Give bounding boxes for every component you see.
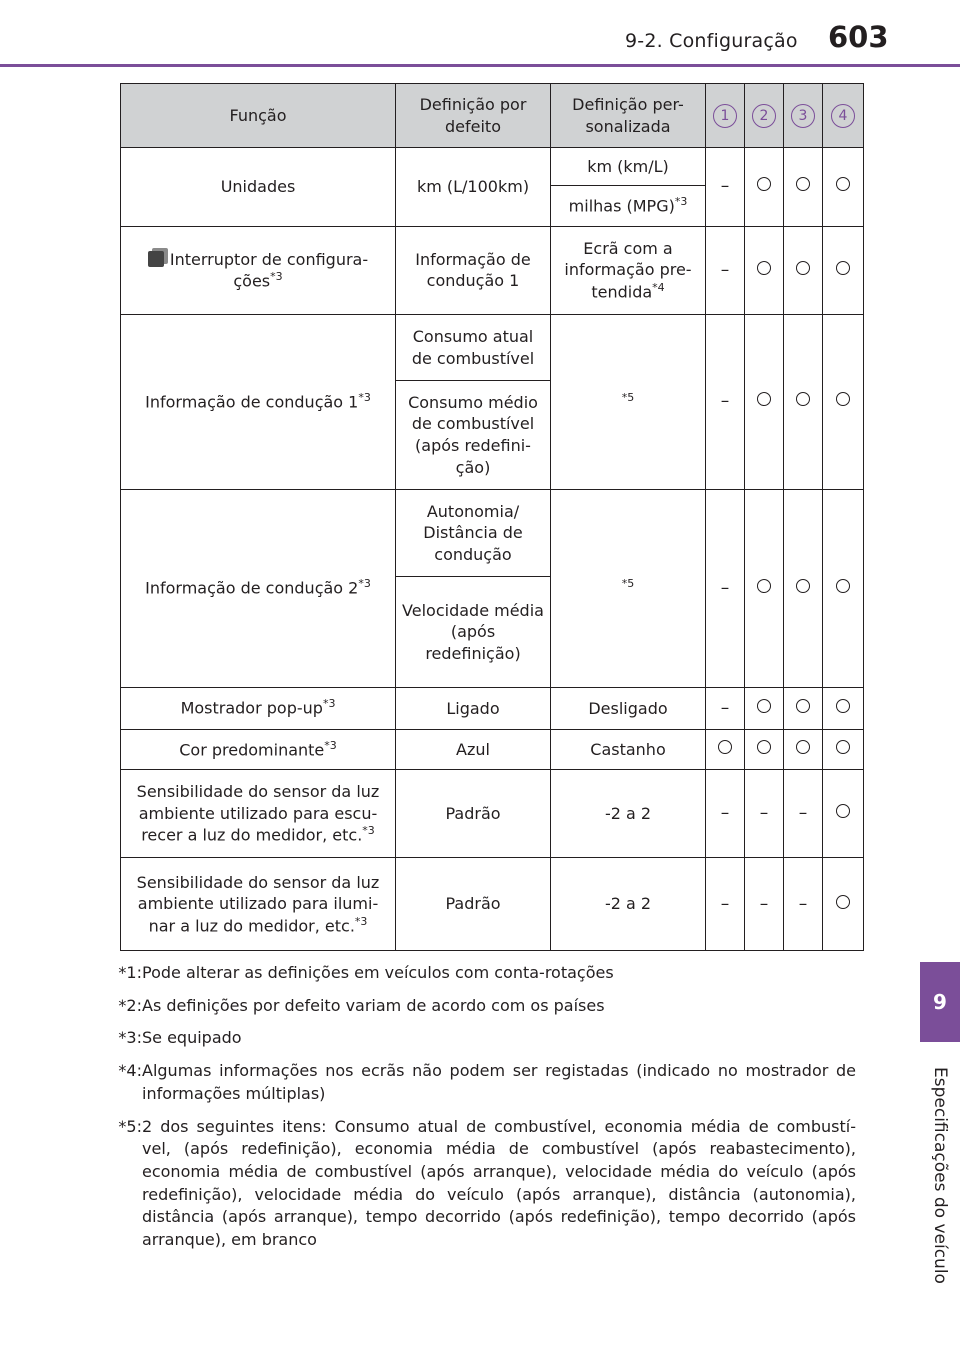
mark-cell [823,226,864,314]
row-switch-custom: Ecrã com a informação pre- tendida$^{*4}$ [551,226,706,314]
circle-mark-icon [796,699,810,713]
row-popup-custom: Desligado [551,687,706,729]
table-row [121,687,864,729]
circle-mark-icon [757,740,771,754]
circle-mark-icon [836,177,850,191]
row-info1-name: Informação de condução 1$^{*3}$ [121,315,396,490]
row-color-name: Cor predominante$^{*3}$ [121,729,396,769]
mark-cell [745,687,784,729]
mark-cell [745,226,784,314]
col-header-3 [784,84,823,148]
mark-cell: – [706,687,745,729]
section-title: 9-2. Configuração [625,30,798,52]
circle-mark-icon [796,261,810,275]
footnote [100,1027,856,1050]
mark-cell: – [745,770,784,858]
chapter-label: Especificações do veículo [930,1067,950,1284]
mark-cell [784,489,823,687]
footnote-label: *4: [118,1061,142,1081]
mark-cell: – [706,770,745,858]
col-header-4 [823,84,864,148]
table-row [121,770,864,858]
row-color-default: Azul [396,729,551,769]
circle-number-2: 2 [752,104,776,128]
footnote-label: *5: [118,1116,142,1136]
row-sens-dim-custom: -2 a 2 [551,770,706,858]
switch-icon [148,251,164,267]
circle-mark-icon [718,740,732,754]
col-header-custom: Definição per- sonalizada [551,84,706,148]
row-info1-default-a: Consumo atual de combustível [396,315,551,381]
table-row [121,489,864,576]
circle-mark-icon [796,392,810,406]
table-header-row [121,84,864,148]
row-info2-custom: *5 [551,489,706,687]
mark-cell: – [706,226,745,314]
circle-mark-icon [836,699,850,713]
row-units-custom-1: km (km/L) [551,148,706,186]
row-sens-dim-default: Padrão [396,770,551,858]
footnote-text: 2 dos seguintes itens: Consumo atual de combustível, economia média de combustí- vel, (após redefinição), economia média de combustível (após reabastecimento), economia média de combustível (após arranque), velocidade média do veículo (após redefinição), velocidade média do veículo (após arranque), distância (autonomia), distância (após arranque), tempo decorrido (após redefinição), tempo decorrido (após arranque), em branco [142,1116,856,1250]
mark-cell [784,315,823,490]
circle-mark-icon [757,579,771,593]
circle-mark-icon [836,895,850,909]
circle-mark-icon [796,579,810,593]
mark-cell [823,315,864,490]
table-row [121,858,864,951]
row-info2-default-a: Autonomia/ Distância de condução [396,489,551,576]
row-units-default: km (L/100km) [396,148,551,226]
mark-cell [823,770,864,858]
row-units-custom-2: milhas (MPG)$^{*3}$ [551,186,706,226]
footnote-text: Algumas informações nos ecrãs não podem ser registadas (indicado no mostrador de informações múltiplas) [142,1061,856,1103]
row-info2-name: Informação de condução 2$^{*3}$ [121,489,396,687]
mark-cell: – [706,315,745,490]
col-header-1 [706,84,745,148]
table-row [121,729,864,769]
circle-mark-icon [757,177,771,191]
footnotes [100,962,856,1262]
mark-cell [823,858,864,951]
mark-cell [706,729,745,769]
mark-cell [745,729,784,769]
footnote-text: Se equipado [142,1028,242,1048]
table-row [121,315,864,381]
row-sens-lit-default: Padrão [396,858,551,951]
circle-mark-icon [757,261,771,275]
table-row [121,226,864,314]
row-popup-default: Ligado [396,687,551,729]
row-units-name: Unidades [121,148,396,226]
mark-cell: – [784,858,823,951]
footnote [100,1116,856,1252]
col-header-2 [745,84,784,148]
settings-table [120,83,864,951]
row-sens-dim-name: Sensibilidade do sensor da luz ambiente utilizado para escu- recer a luz do medidor, etc.$^{*3}$ [121,770,396,858]
circle-mark-icon [836,392,850,406]
footnote [100,1060,856,1105]
circle-mark-icon [796,740,810,754]
mark-cell: – [706,858,745,951]
circle-mark-icon [757,699,771,713]
footnote-text: Pode alterar as definições em veículos com conta-rotações [142,963,614,982]
footnote-label: *3: [118,1028,142,1048]
footnote-label: *1: [118,963,142,982]
row-switch-name: Interruptor de configura- ções$^{*3}$ [121,226,396,314]
circle-number-1: 1 [713,104,737,128]
footnote [100,995,856,1018]
chapter-tab[interactable]: 9 [920,962,960,1042]
mark-cell [823,687,864,729]
mark-cell: – [745,858,784,951]
row-popup-name: Mostrador pop-$up^{*3}$ [121,687,396,729]
footnote [100,962,856,985]
col-header-default: Definição por defeito [396,84,551,148]
circle-number-4: 4 [831,104,855,128]
mark-cell: – [784,770,823,858]
row-info1-custom: *5 [551,315,706,490]
mark-cell [784,687,823,729]
row-info2-default-b: Velocidade média (após redefinição) [396,577,551,688]
mark-cell [823,489,864,687]
page-number: 603 [828,20,889,54]
footnote-text: As definições por defeito variam de acordo com os países [142,995,605,1015]
mark-cell [745,489,784,687]
row-switch-default: Informação de condução 1 [396,226,551,314]
row-info1-default-b: Consumo médio de combustível (após redefini- ção) [396,381,551,490]
circle-mark-icon [757,392,771,406]
mark-cell: – [706,148,745,226]
circle-mark-icon [836,740,850,754]
circle-mark-icon [836,579,850,593]
mark-cell: – [706,489,745,687]
col-header-function: Função [121,84,396,148]
circle-mark-icon [796,177,810,191]
mark-cell [784,729,823,769]
circle-mark-icon [836,261,850,275]
row-color-custom: Castanho [551,729,706,769]
mark-cell [823,729,864,769]
table-row [121,148,864,186]
mark-cell [784,148,823,226]
footnote-label: *2: [118,995,142,1015]
circle-mark-icon [836,804,850,818]
mark-cell [745,315,784,490]
mark-cell [823,148,864,226]
header-rule [0,64,960,67]
circle-number-3: 3 [791,104,815,128]
row-sens-lit-custom: -2 a 2 [551,858,706,951]
mark-cell [745,148,784,226]
mark-cell [784,226,823,314]
row-sens-lit-name: Sensibilidade do sensor da luz ambiente utilizado para ilumi- nar a luz do medidor, etc.$^{*3}$ [121,858,396,951]
